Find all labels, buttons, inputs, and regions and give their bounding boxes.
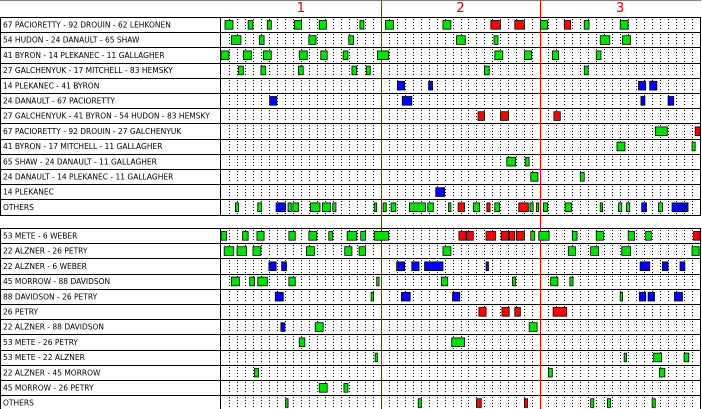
row-label: 41 BYRON - 14 PLEKANEC - 11 GALLAGHER <box>3 50 165 60</box>
event-bar <box>397 81 404 90</box>
event-bar <box>539 232 549 241</box>
event-bar <box>484 66 489 75</box>
event-bar <box>361 232 366 241</box>
event-bar <box>659 368 665 377</box>
event-bar <box>221 51 229 60</box>
row-label: 26 PETRY <box>3 307 39 317</box>
event-bar <box>276 203 286 212</box>
event-bar <box>383 203 386 212</box>
event-bar <box>692 247 699 256</box>
event-bar <box>459 232 466 241</box>
event-bar <box>495 203 500 212</box>
row-label: OTHERS <box>3 398 34 408</box>
row-label: 45 MORROW - 88 DAVIDSON <box>3 277 111 287</box>
event-bar <box>473 203 479 212</box>
event-bar <box>344 384 348 393</box>
event-bar <box>500 112 508 121</box>
event-bar <box>288 203 291 212</box>
event-bar <box>680 262 685 271</box>
event-bar <box>289 277 295 286</box>
event-bar <box>642 203 647 212</box>
event-bar <box>258 277 268 286</box>
event-bar <box>347 232 357 241</box>
event-bar <box>684 203 688 212</box>
row-label: 88 DAVIDSON - 26 PETRY <box>3 292 98 302</box>
event-bar <box>692 142 695 151</box>
event-bar <box>225 21 233 30</box>
event-bar <box>487 203 490 212</box>
event-bar <box>617 142 625 151</box>
event-bar <box>531 232 535 241</box>
event-bar <box>224 247 234 256</box>
event-bar <box>429 81 433 90</box>
event-bar <box>231 36 241 45</box>
event-bar <box>258 203 262 212</box>
event-bar <box>548 368 552 377</box>
event-bar <box>540 21 547 30</box>
event-bar <box>250 277 255 286</box>
row-label: 14 PLEKANEC - 41 BYRON <box>3 81 100 91</box>
event-bar <box>253 247 261 256</box>
event-bar <box>385 21 393 30</box>
row-label: 54 HUDON - 24 DANAULT - 65 SHAW <box>3 35 140 45</box>
event-bar <box>267 21 271 30</box>
event-bar <box>457 36 466 45</box>
event-bar <box>639 81 646 90</box>
event-bar <box>662 262 668 271</box>
event-bar <box>458 203 464 212</box>
period-label: 3 <box>616 1 625 16</box>
event-bar <box>315 323 323 332</box>
event-bar <box>257 232 264 241</box>
event-bar <box>374 232 388 241</box>
event-bar <box>412 262 419 271</box>
row-label: 53 METE - 22 ALZNER <box>3 353 85 363</box>
event-bar <box>476 399 481 408</box>
event-bar <box>628 232 634 241</box>
event-bar <box>529 323 537 332</box>
event-bar <box>289 232 295 241</box>
event-bar <box>648 292 654 301</box>
event-bar <box>409 203 425 212</box>
event-bar <box>329 232 333 241</box>
event-bar <box>259 36 264 45</box>
event-bar <box>366 66 370 75</box>
event-bar <box>275 292 283 301</box>
event-bar <box>694 232 700 241</box>
event-bar <box>309 36 316 45</box>
event-bar <box>294 21 301 30</box>
row-label: 27 GALCHENYUK - 17 MITCHELL - 83 HEMSKY <box>3 66 173 76</box>
event-bar <box>565 203 571 212</box>
event-bar <box>572 232 577 241</box>
event-bar <box>564 21 570 30</box>
event-bar <box>237 247 247 256</box>
event-bar <box>672 203 683 212</box>
event-bar <box>221 232 227 241</box>
event-bar <box>646 232 652 241</box>
row-label: 53 METE - 6 WEBER <box>3 231 78 241</box>
event-bar <box>286 399 288 408</box>
period-label: 2 <box>456 1 465 16</box>
event-bar <box>349 36 354 45</box>
event-bar <box>310 203 320 212</box>
event-bar <box>359 247 365 256</box>
event-bar <box>655 127 667 136</box>
event-bar <box>401 292 410 301</box>
event-bar <box>269 262 276 271</box>
event-bar <box>282 262 287 271</box>
event-bar <box>607 399 610 408</box>
event-bar <box>402 97 412 106</box>
row-label: 67 PACIORETTY - 92 DROUIN - 62 LEHKONEN <box>3 20 171 30</box>
event-bar <box>512 277 515 286</box>
event-bar <box>243 51 251 60</box>
event-bar <box>515 21 525 30</box>
event-bar <box>531 173 538 182</box>
event-bar <box>443 247 451 256</box>
event-bar <box>507 157 516 166</box>
row-label: 65 SHAW - 24 DANAULT - 11 GALLAGHER <box>3 157 157 167</box>
event-bar <box>235 203 238 212</box>
row-label: 27 GALCHENYUK - 41 BYRON - 54 HUDON - 83 HEMSKY <box>3 111 210 121</box>
event-bar <box>377 51 388 60</box>
event-bar <box>306 247 314 256</box>
event-bar <box>491 21 501 30</box>
event-bar <box>486 262 488 271</box>
event-bar <box>584 21 589 30</box>
event-bar <box>515 308 521 317</box>
event-bar <box>255 368 259 377</box>
event-bar <box>391 203 396 212</box>
event-bar <box>248 21 253 30</box>
event-bar <box>622 247 631 256</box>
event-bar <box>640 262 650 271</box>
event-bar <box>452 338 465 347</box>
period-label: 1 <box>296 1 305 16</box>
event-bar <box>352 66 357 75</box>
event-bar <box>524 51 531 60</box>
event-bar <box>668 97 674 106</box>
row-label: 14 PLEKANEC <box>3 187 54 197</box>
event-bar <box>453 292 460 301</box>
event-bar <box>519 203 529 212</box>
event-bar <box>553 308 567 317</box>
event-bar <box>478 112 484 121</box>
event-bar <box>623 36 631 45</box>
event-bar <box>570 277 573 286</box>
event-bar <box>544 203 548 212</box>
event-bar <box>525 157 529 166</box>
event-bar <box>397 262 405 271</box>
event-bar <box>509 232 515 241</box>
event-bar <box>239 66 244 75</box>
event-bar <box>516 232 524 241</box>
event-bar <box>263 51 271 60</box>
event-bar <box>580 173 584 182</box>
event-bar <box>371 292 373 301</box>
event-bar <box>436 188 445 197</box>
event-bar <box>620 292 622 301</box>
event-bar <box>502 308 509 317</box>
event-bar <box>299 51 307 60</box>
row-label: 22 ALZNER - 26 PETRY <box>3 246 88 256</box>
event-bar <box>652 399 655 408</box>
event-bar <box>524 399 527 408</box>
row-label: 24 DANAULT - 14 PLEKANEC - 11 GALLAGHER <box>3 172 174 182</box>
event-bar <box>591 399 594 408</box>
event-bar <box>298 66 303 75</box>
event-bar <box>658 203 662 212</box>
event-bar <box>428 203 434 212</box>
event-bar <box>600 36 610 45</box>
event-bar <box>568 247 575 256</box>
event-bar <box>620 21 628 30</box>
event-bar <box>530 203 533 212</box>
event-bar <box>319 384 327 393</box>
event-bar <box>374 203 376 212</box>
event-bar <box>441 277 447 286</box>
event-bar <box>449 203 451 212</box>
event-bar <box>479 308 486 317</box>
event-bar <box>552 51 558 60</box>
event-bar <box>554 112 560 121</box>
event-bar <box>596 51 601 60</box>
event-bar <box>650 81 657 90</box>
event-bar <box>343 51 348 60</box>
event-bar <box>596 232 603 241</box>
event-bar <box>270 97 277 106</box>
event-bar <box>591 247 599 256</box>
row-label: 45 MORROW - 26 PETRY <box>3 383 94 393</box>
row-label: 22 ALZNER - 88 DAVIDSON <box>3 322 105 332</box>
row-label: 22 ALZNER - 6 WEBER <box>3 261 87 271</box>
event-bar <box>584 66 588 75</box>
event-bar <box>536 203 538 212</box>
event-bar <box>231 277 239 286</box>
event-bar <box>600 203 602 212</box>
event-bar <box>467 232 473 241</box>
row-label: 22 ALZNER - 45 MORROW <box>3 368 101 378</box>
event-bar <box>624 353 626 362</box>
event-bar <box>243 232 249 241</box>
event-bar <box>309 232 317 241</box>
event-bar <box>345 247 352 256</box>
row-label: OTHERS <box>3 202 34 212</box>
event-bar <box>674 292 682 301</box>
event-bar <box>418 399 421 408</box>
row-label: 53 METE - 26 PETRY <box>3 337 79 347</box>
event-bar <box>333 203 336 212</box>
event-bar <box>375 353 377 362</box>
event-bar <box>639 292 645 301</box>
event-bar <box>425 262 443 271</box>
event-bar <box>486 232 496 241</box>
event-bar <box>501 232 508 241</box>
row-label: 67 PACIORETTY - 92 DROUIN - 27 GALCHENYUK <box>3 126 182 136</box>
event-bar <box>619 203 622 212</box>
event-bar <box>377 277 379 286</box>
event-bar <box>281 323 285 332</box>
event-bar <box>684 353 689 362</box>
event-bar <box>551 277 558 286</box>
event-bar <box>293 203 299 212</box>
event-bar <box>261 66 266 75</box>
event-bar <box>319 21 326 30</box>
event-bar <box>321 51 327 60</box>
event-bar <box>322 203 330 212</box>
event-bar <box>695 127 700 136</box>
event-bar <box>494 36 498 45</box>
event-bar <box>299 338 305 347</box>
row-label: 41 BYRON - 17 MITCHELL - 11 GALLAGHER <box>3 142 163 152</box>
row-label: 24 DANAULT - 67 PACIORETTY <box>3 96 116 106</box>
event-bar <box>443 21 451 30</box>
event-bar <box>495 51 503 60</box>
event-bar <box>360 21 364 30</box>
event-bar <box>627 203 630 212</box>
event-bar <box>654 353 662 362</box>
event-bar <box>641 97 645 106</box>
